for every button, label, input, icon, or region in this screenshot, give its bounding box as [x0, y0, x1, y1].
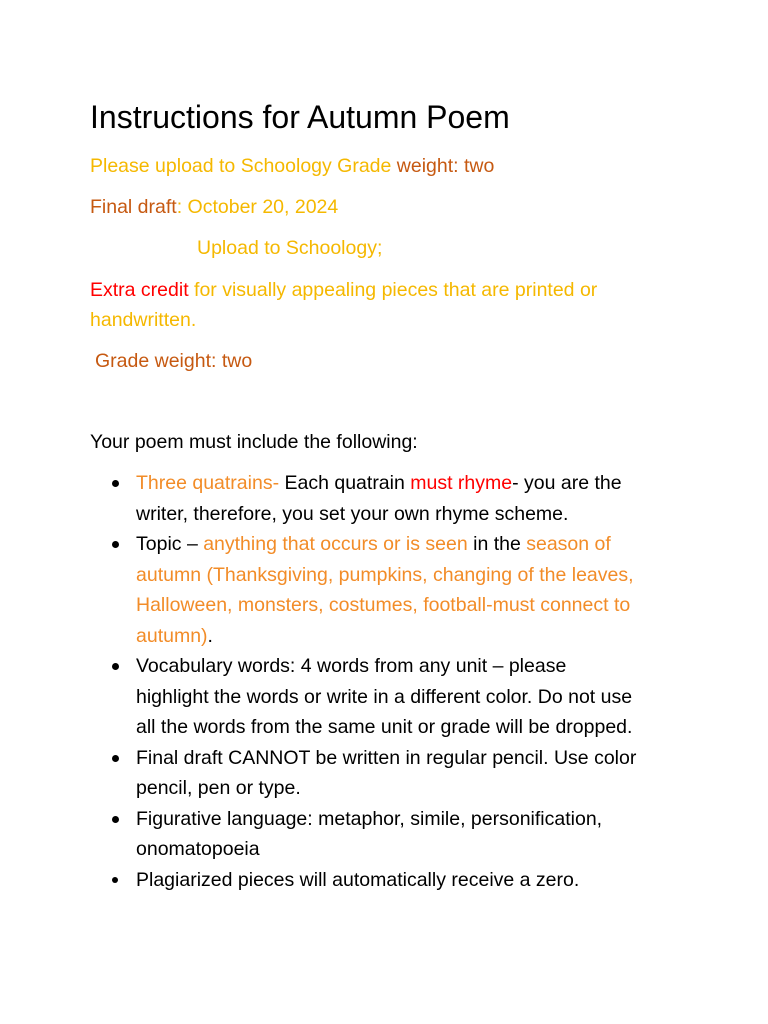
- topic-occurs-text: anything that occurs or is seen: [203, 533, 468, 555]
- quatrains-text-end: - you are the: [512, 472, 622, 494]
- quatrains-label: Three quatrains-: [136, 472, 280, 494]
- vocabulary-line1: Vocabulary words: 4 words from any unit – please: [136, 655, 567, 677]
- plagiarism-text: Plagiarized pieces will automatically receive a zero.: [136, 868, 580, 891]
- final-draft-date: : October 20, 2024: [176, 196, 339, 218]
- topic-line2: autumn (Thanksgiving, pumpkins, changing of the leaves,: [136, 563, 634, 586]
- extra-credit-label: Extra credit: [90, 279, 189, 301]
- upload-instruction-line: [90, 151, 494, 181]
- grade-weight-text: weight: two: [396, 155, 495, 177]
- list-item-vocabulary: [112, 651, 752, 743]
- extra-credit-text: for visually appealing pieces that are printed or: [188, 279, 598, 301]
- vocabulary-line2: highlight the words or write in a different color. Do not use: [136, 685, 633, 708]
- figurative-line1: Figurative language: metaphor, simile, personification,: [136, 807, 603, 830]
- extra-credit-line: [90, 275, 597, 305]
- topic-line3: Halloween, monsters, costumes, football-must connect to: [136, 594, 631, 616]
- quatrains-text: Each quatrain: [279, 472, 411, 494]
- grade-weight-line: Grade weight: two: [95, 350, 253, 372]
- bullet-icon: [112, 877, 118, 883]
- topic-label: Topic –: [136, 533, 204, 555]
- must-rhyme-text: must rhyme: [410, 472, 513, 494]
- upload-instruction-text: Please upload to Schoology Grade: [90, 155, 397, 177]
- list-item-plagiarism: [112, 865, 752, 896]
- final-draft-rule-line1: Final draft CANNOT be written in regular pencil. Use color: [136, 746, 637, 769]
- bullet-icon: [112, 816, 119, 823]
- list-item-topic: [112, 529, 752, 651]
- bullet-icon: [112, 663, 119, 670]
- topic-in-the-text: in the: [467, 533, 527, 555]
- bullet-icon: [112, 480, 119, 487]
- requirements-list: [112, 468, 752, 895]
- final-draft-rule-line2: pencil, pen or type.: [136, 777, 301, 799]
- final-draft-label: Final draft: [90, 196, 177, 218]
- bullet-icon: [112, 755, 119, 762]
- page-title: Instructions for Autumn Poem: [90, 99, 510, 135]
- requirements-intro: Your poem must include the following:: [90, 431, 418, 453]
- list-item-quatrains: [112, 468, 752, 529]
- extra-credit-text-continued: handwritten.: [90, 309, 197, 331]
- list-item-figurative-language: [112, 804, 752, 865]
- topic-period: .: [207, 624, 213, 647]
- upload-schoology-line: Upload to Schoology;: [197, 237, 383, 259]
- quatrains-text-line2: writer, therefore, you set your own rhyme scheme.: [136, 502, 569, 525]
- final-draft-line: [90, 192, 338, 222]
- figurative-line2: onomatopoeia: [136, 838, 260, 860]
- list-item-final-draft: [112, 743, 752, 804]
- topic-line4: autumn): [136, 624, 208, 647]
- vocabulary-line3: all the words from the same unit or grade will be dropped.: [136, 716, 633, 738]
- bullet-icon: [112, 541, 119, 548]
- topic-season-text: season of: [526, 533, 611, 555]
